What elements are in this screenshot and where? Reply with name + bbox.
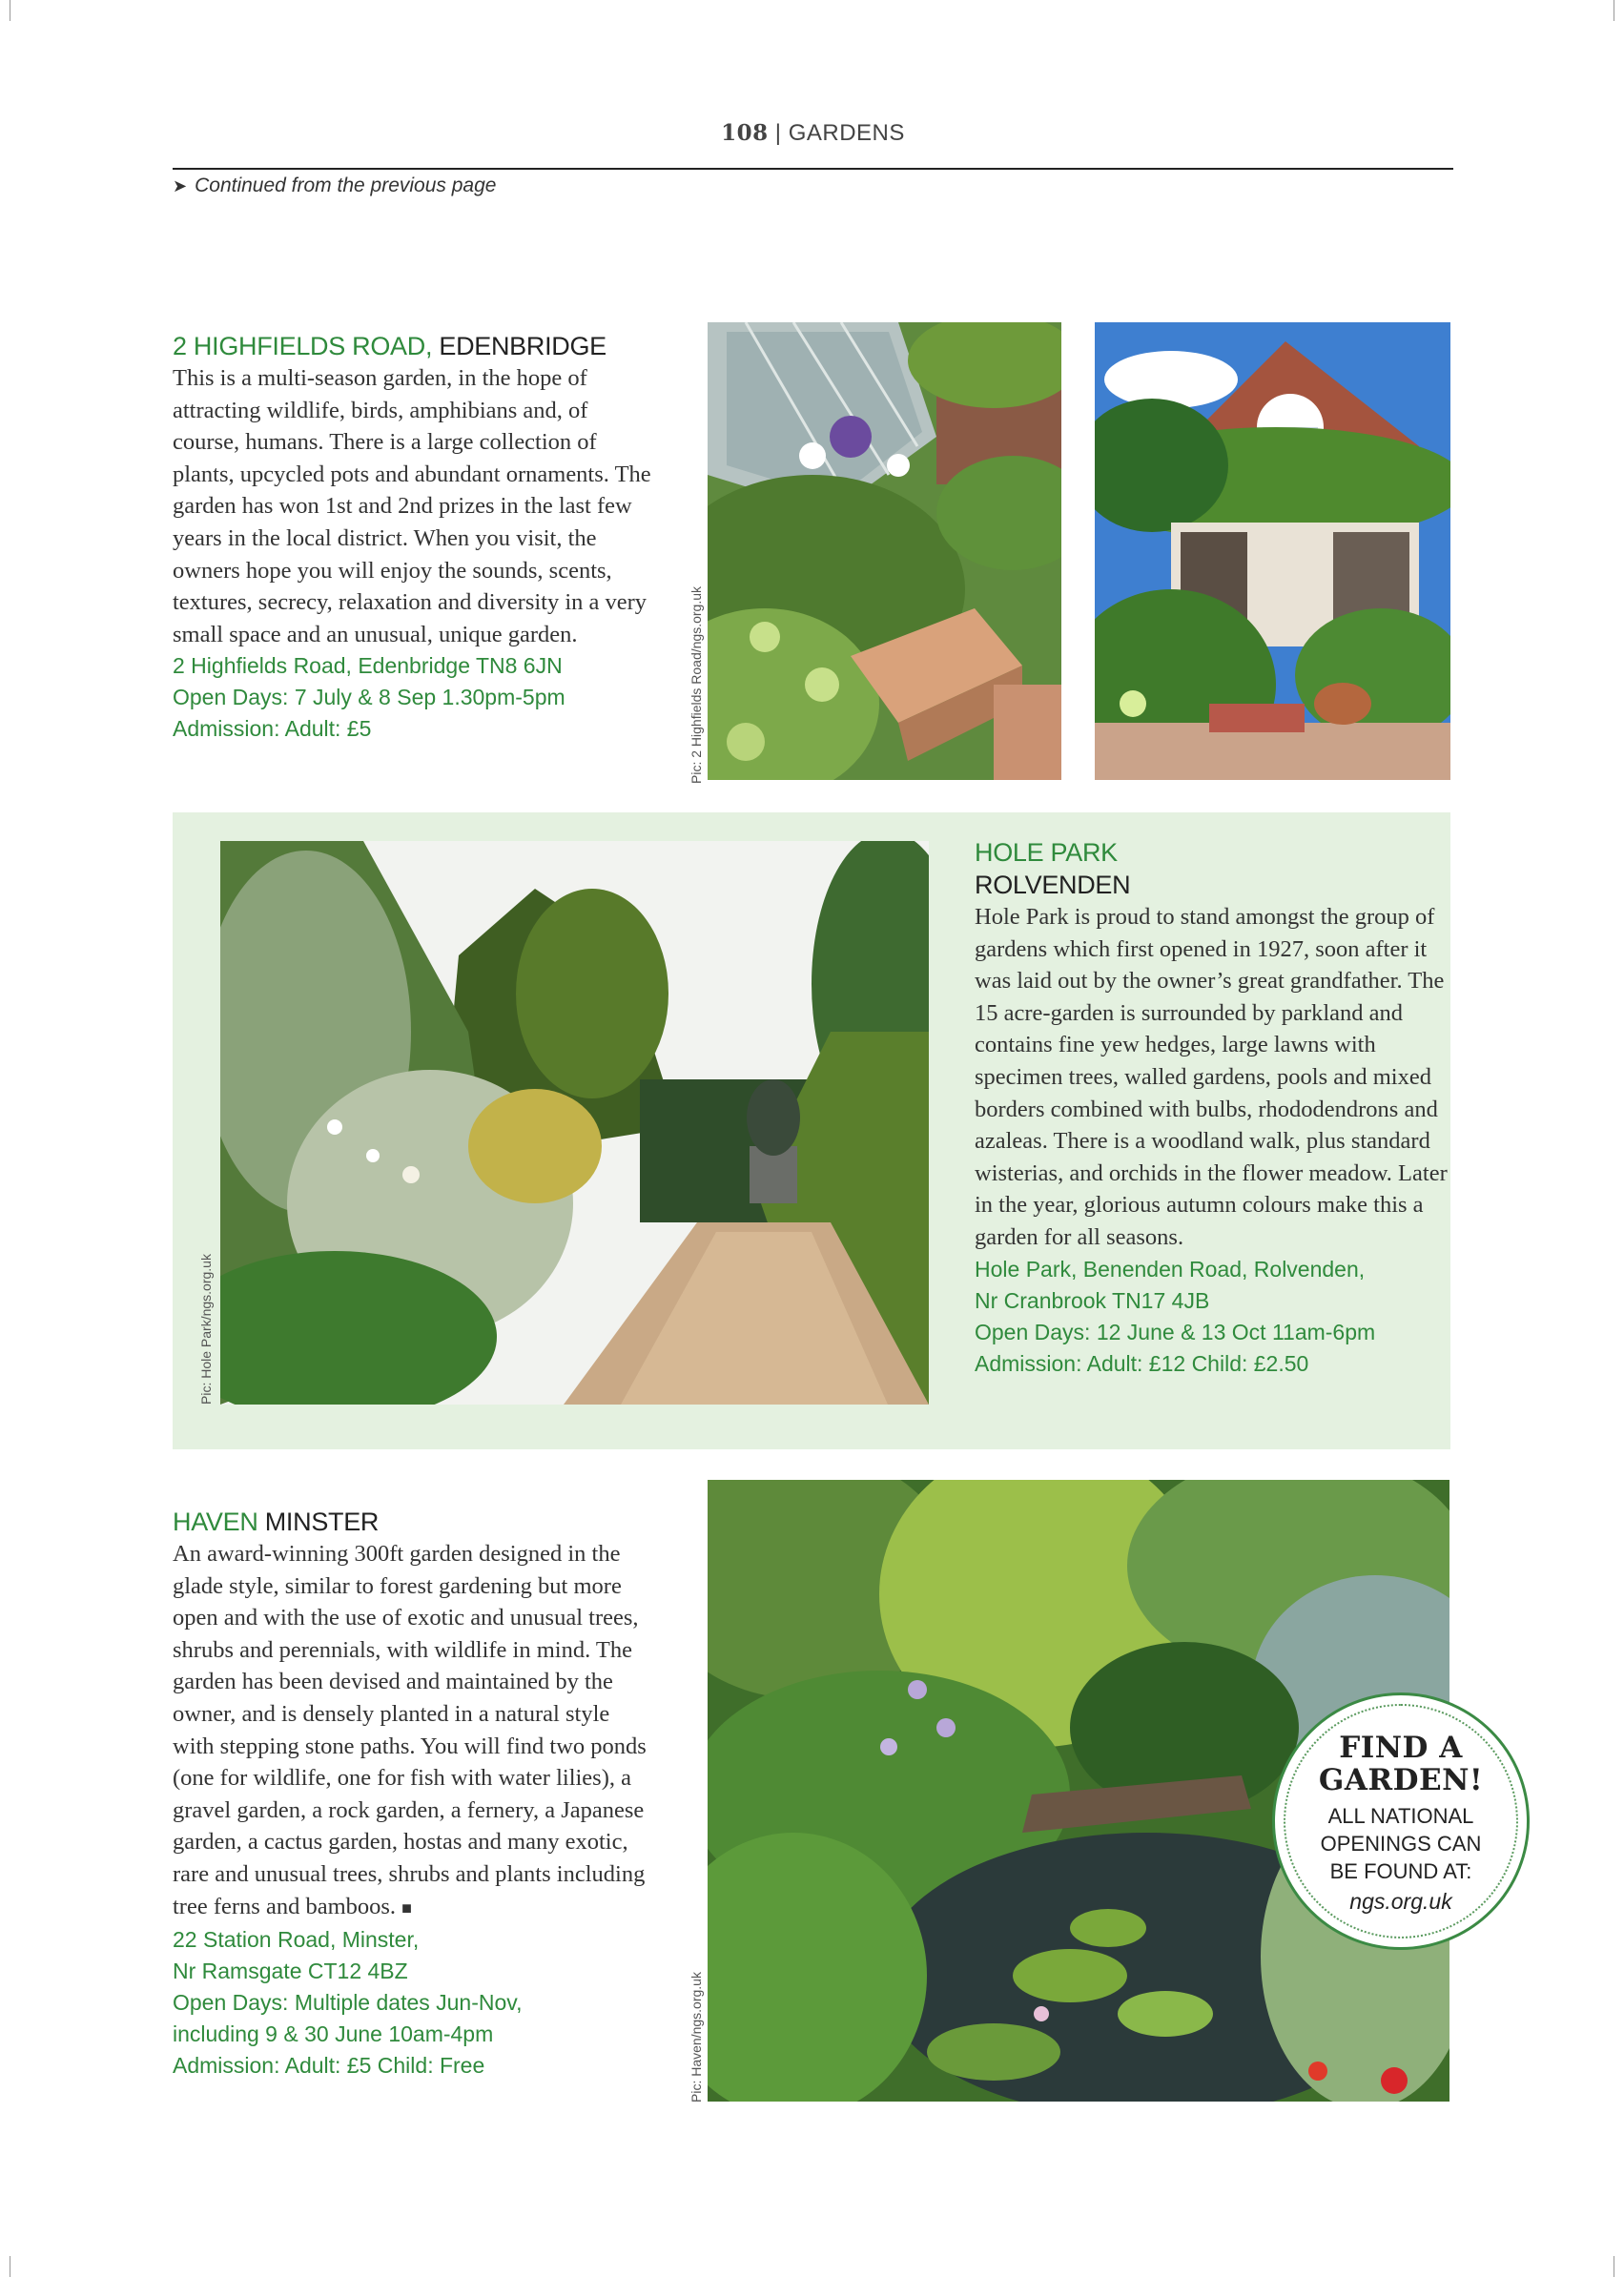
open-days-line: Open Days: Multiple dates Jun-Nov, (173, 1990, 523, 2016)
find-a-garden-badge (1272, 1692, 1530, 1950)
article-body: Hole Park is proud to stand amongst the group of gardens which first opened in 1927, soon after it was laid out by the owner’s great grandfather. The 15 acre-garden is surrounded by parkland and contains fine yew hedges, large lawns with specimen trees, walled gardens, pools and mixed borders combined with bulbs, rhododendrons and azaleas. There is a woodland walk, plus standard wisterias, and orchids in the flower meadow. Later in the year, glorious autumn colours make this a garden for all seasons. (975, 904, 1448, 1250)
open-days (173, 1987, 651, 2050)
garden-name: HOLE PARK (975, 838, 1118, 867)
page-header (173, 120, 1453, 147)
photo-credit: Pic: Hole Park/ngs.org.uk (198, 1254, 214, 1405)
badge-text-line: ALL NATIONAL (1327, 1804, 1474, 1828)
garden-place: MINSTER (264, 1508, 380, 1536)
badge-heading (1275, 1732, 1527, 1796)
garden-name: HAVEN (173, 1508, 258, 1536)
address-line: Nr Cranbrook TN17 4JB (975, 1287, 1210, 1313)
article-title (173, 330, 651, 362)
article-body: This is a multi-season garden, in the hope of attracting wildlife, birds, amphibians and, of course, humans. There is a large collection of plants, upcycled pots and abundant ornaments. The garden has won 1st and 2nd prizes in the last few years in the local district. When you visit, the owners hope you will enjoy the sounds, scents, textures, secrecy, relaxation and diversity in a very small space and an unusual, unique garden. (173, 365, 651, 647)
open-days-line: including 9 & 30 June 10am-4pm (173, 2021, 494, 2047)
header-separator: | (774, 120, 782, 146)
address-line: Hole Park, Benenden Road, Rolvenden, (975, 1256, 1366, 1282)
garden-place: ROLVENDEN (975, 871, 1131, 899)
badge-url[interactable]: ngs.org.uk (1349, 1889, 1452, 1914)
address-line: Nr Ramsgate CT12 4BZ (173, 1959, 408, 1984)
admission: Admission: Adult: £5 (173, 716, 372, 742)
open-days: Open Days: 7 July & 8 Sep 1.30pm-5pm (173, 685, 565, 710)
page-number: 108 (721, 120, 769, 146)
admission: Admission: Adult: £5 Child: Free (173, 2053, 485, 2079)
article-title (975, 836, 1451, 901)
photo-credit: Pic: Haven/ngs.org.uk (689, 1972, 704, 2103)
badge-heading-line: FIND A (1339, 1731, 1463, 1765)
garden-name: 2 HIGHFIELDS ROAD, (173, 332, 433, 360)
article-hole-park (975, 836, 1451, 1380)
garden-address: 2 Highfields Road, Edenbridge TN8 6JN (173, 653, 563, 679)
photo-credit: Pic: 2 Highfields Road/ngs.org.uk (689, 586, 704, 784)
article-body (173, 1538, 651, 1924)
badge-text (1275, 1802, 1527, 1885)
end-mark-icon: ■ (401, 1898, 413, 1918)
badge-text-line: BE FOUND AT: (1329, 1859, 1472, 1883)
garden-place: EDENBRIDGE (439, 332, 606, 360)
section-name: GARDENS (788, 120, 905, 146)
article-haven (173, 1506, 651, 2082)
badge-text-line: OPENINGS CAN (1320, 1832, 1482, 1856)
article-body-text: An award-winning 300ft garden designed in the glade style, similar to forest gardening but more open and with the use of exotic and unusual trees, shrubs and perennials, with wildlife in mind. The garden has been devised and maintained by the owner, and is densely planted in a natural style with stepping stone paths. You will find two ponds (one for wildlife, one for fish with water lilies), a gravel garden, a rock garden, a fernery, a Japanese garden, a cactus garden, hostas and many exotic, rare and unusual trees, shrubs and plants including tree ferns and bamboos. (173, 1541, 647, 1919)
article-title (173, 1506, 651, 1538)
continued-note (173, 174, 496, 197)
photo-hole-park-path (220, 841, 929, 1405)
admission: Admission: Adult: £12 Child: £2.50 (975, 1350, 1309, 1376)
garden-address (975, 1254, 1451, 1317)
article-highfields (173, 330, 651, 745)
arrow-icon: ➤ (173, 176, 188, 195)
continued-text: Continued from the previous page (195, 174, 497, 196)
header-rule (173, 168, 1453, 170)
address-line: 22 Station Road, Minster, (173, 1927, 420, 1953)
garden-address (173, 1924, 651, 1987)
photo-greenhouse-bench (708, 322, 1061, 780)
badge-heading-line: GARDEN! (1318, 1763, 1484, 1797)
photo-house-wisteria (1095, 322, 1450, 780)
open-days: Open Days: 12 June & 13 Oct 11am-6pm (975, 1319, 1376, 1344)
